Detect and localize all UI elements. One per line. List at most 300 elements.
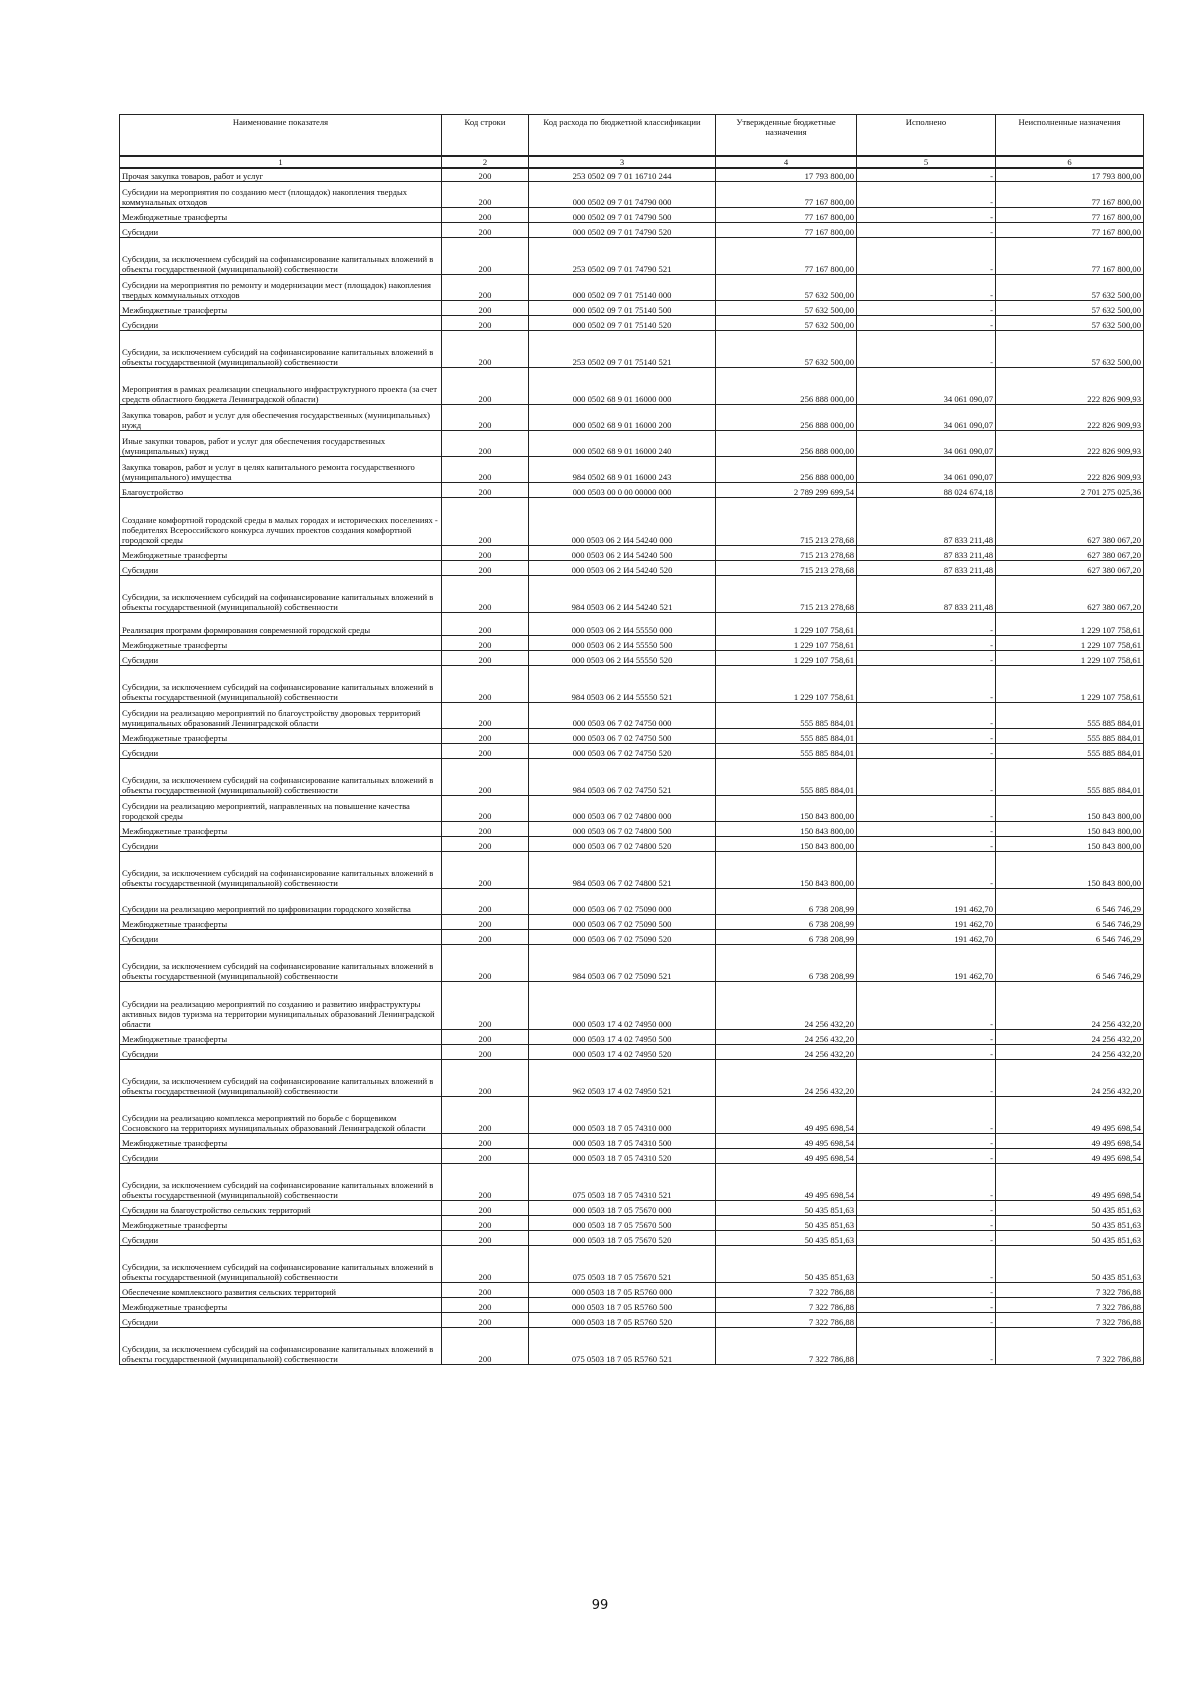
- expense-code-cell: 000 0503 06 7 02 74750 000: [529, 702, 716, 728]
- expense-code-cell: 075 0503 18 7 05 74310 521: [529, 1163, 716, 1200]
- unexecuted-amount-cell: 6 546 746,29: [996, 888, 1144, 914]
- unexecuted-amount-cell: 49 495 698,54: [996, 1096, 1144, 1133]
- indicator-name-cell: Субсидии, за исключением субсидий на софинансирование капитальных вложений в объекты государственной (муниципальной) собственности: [120, 237, 442, 274]
- executed-amount-cell: -: [857, 315, 996, 330]
- executed-amount-cell: -: [857, 836, 996, 851]
- unexecuted-amount-cell: 222 826 909,93: [996, 367, 1144, 404]
- approved-amount-cell: 57 632 500,00: [716, 274, 857, 300]
- approved-amount-cell: 555 885 884,01: [716, 743, 857, 758]
- table-row: [120, 1245, 1144, 1282]
- approved-amount-cell: 77 167 800,00: [716, 181, 857, 207]
- expense-code-cell: 000 0503 06 2 И4 54240 520: [529, 560, 716, 575]
- unexecuted-amount-cell: 6 546 746,29: [996, 929, 1144, 944]
- executed-amount-cell: -: [857, 207, 996, 222]
- line-code-cell: 200: [442, 836, 529, 851]
- indicator-name-cell: Субсидии на реализацию мероприятий по благоустройству дворовых территорий муниципальных образований Ленинградской области: [120, 702, 442, 728]
- table-row: [120, 482, 1144, 497]
- executed-amount-cell: -: [857, 1327, 996, 1364]
- indicator-name-cell: Субсидии: [120, 1312, 442, 1327]
- table-row: [120, 743, 1144, 758]
- expense-code-cell: 000 0503 06 7 02 74750 520: [529, 743, 716, 758]
- indicator-name-cell: Субсидии: [120, 1148, 442, 1163]
- expense-code-cell: 000 0503 17 4 02 74950 520: [529, 1044, 716, 1059]
- executed-amount-cell: 87 833 211,48: [857, 497, 996, 545]
- table-body: [120, 168, 1144, 1364]
- column-number: 3: [529, 156, 716, 168]
- indicator-name-cell: Межбюджетные трансферты: [120, 207, 442, 222]
- unexecuted-amount-cell: 150 843 800,00: [996, 851, 1144, 888]
- page-number: 99: [591, 1598, 609, 1613]
- expense-code-cell: 000 0503 06 7 02 74800 500: [529, 821, 716, 836]
- line-code-cell: 200: [442, 728, 529, 743]
- column-number: 5: [857, 156, 996, 168]
- approved-amount-cell: 77 167 800,00: [716, 207, 857, 222]
- unexecuted-amount-cell: 6 546 746,29: [996, 944, 1144, 981]
- indicator-name-cell: Субсидии на мероприятия по созданию мест (площадок) накопления твердых коммунальных отходов: [120, 181, 442, 207]
- expense-code-cell: 984 0502 68 9 01 16000 243: [529, 456, 716, 482]
- executed-amount-cell: -: [857, 1148, 996, 1163]
- expense-code-cell: 000 0503 17 4 02 74950 500: [529, 1029, 716, 1044]
- expense-code-cell: 000 0502 09 7 01 74790 500: [529, 207, 716, 222]
- executed-amount-cell: -: [857, 274, 996, 300]
- expense-code-cell: 000 0503 06 2 И4 54240 500: [529, 545, 716, 560]
- line-code-cell: 200: [442, 497, 529, 545]
- expense-code-cell: 000 0503 18 7 05 74310 500: [529, 1133, 716, 1148]
- approved-amount-cell: 7 322 786,88: [716, 1297, 857, 1312]
- approved-amount-cell: 256 888 000,00: [716, 430, 857, 456]
- indicator-name-cell: Иные закупки товаров, работ и услуг для обеспечения государственных (муниципальных) нужд: [120, 430, 442, 456]
- executed-amount-cell: 191 462,70: [857, 888, 996, 914]
- approved-amount-cell: 715 213 278,68: [716, 497, 857, 545]
- indicator-name-cell: Субсидии, за исключением субсидий на софинансирование капитальных вложений в объекты государственной (муниципальной) собственности: [120, 1245, 442, 1282]
- table-row: [120, 237, 1144, 274]
- line-code-cell: 200: [442, 404, 529, 430]
- expense-code-cell: 000 0503 18 7 05 74310 000: [529, 1096, 716, 1133]
- executed-amount-cell: 87 833 211,48: [857, 575, 996, 612]
- approved-amount-cell: 555 885 884,01: [716, 728, 857, 743]
- table-row: [120, 929, 1144, 944]
- expense-code-cell: 000 0502 68 9 01 16000 200: [529, 404, 716, 430]
- table-row: [120, 315, 1144, 330]
- unexecuted-amount-cell: 77 167 800,00: [996, 237, 1144, 274]
- executed-amount-cell: 191 462,70: [857, 944, 996, 981]
- executed-amount-cell: -: [857, 851, 996, 888]
- table-row: [120, 430, 1144, 456]
- line-code-cell: 200: [442, 929, 529, 944]
- line-code-cell: 200: [442, 1029, 529, 1044]
- table-row: [120, 612, 1144, 635]
- unexecuted-amount-cell: 7 322 786,88: [996, 1312, 1144, 1327]
- line-code-cell: 200: [442, 207, 529, 222]
- executed-amount-cell: -: [857, 1282, 996, 1297]
- unexecuted-amount-cell: 1 229 107 758,61: [996, 665, 1144, 702]
- line-code-cell: 200: [442, 575, 529, 612]
- expense-code-cell: 000 0503 18 7 05 R5760 520: [529, 1312, 716, 1327]
- expense-code-cell: 075 0503 18 7 05 R5760 521: [529, 1327, 716, 1364]
- approved-amount-cell: 7 322 786,88: [716, 1312, 857, 1327]
- unexecuted-amount-cell: 6 546 746,29: [996, 914, 1144, 929]
- unexecuted-amount-cell: 57 632 500,00: [996, 300, 1144, 315]
- executed-amount-cell: -: [857, 1230, 996, 1245]
- line-code-cell: 200: [442, 222, 529, 237]
- executed-amount-cell: 87 833 211,48: [857, 545, 996, 560]
- unexecuted-amount-cell: 49 495 698,54: [996, 1148, 1144, 1163]
- line-code-cell: 200: [442, 1096, 529, 1133]
- indicator-name-cell: Субсидии, за исключением субсидий на софинансирование капитальных вложений в объекты государственной (муниципальной) собственности: [120, 851, 442, 888]
- expense-code-cell: 000 0503 18 7 05 R5760 000: [529, 1282, 716, 1297]
- table-row: [120, 914, 1144, 929]
- table-row: [120, 944, 1144, 981]
- indicator-name-cell: Субсидии, за исключением субсидий на софинансирование капитальных вложений в объекты государственной (муниципальной) собственности: [120, 944, 442, 981]
- unexecuted-amount-cell: 50 435 851,63: [996, 1230, 1144, 1245]
- unexecuted-amount-cell: 222 826 909,93: [996, 456, 1144, 482]
- approved-amount-cell: 6 738 208,99: [716, 929, 857, 944]
- table-row: [120, 274, 1144, 300]
- executed-amount-cell: -: [857, 728, 996, 743]
- budget-execution-table: [119, 114, 1144, 1365]
- indicator-name-cell: Субсидии: [120, 222, 442, 237]
- approved-amount-cell: 24 256 432,20: [716, 981, 857, 1029]
- line-code-cell: 200: [442, 851, 529, 888]
- indicator-name-cell: Субсидии: [120, 743, 442, 758]
- expense-code-cell: 000 0503 06 7 02 75090 520: [529, 929, 716, 944]
- approved-amount-cell: 256 888 000,00: [716, 404, 857, 430]
- line-code-cell: 200: [442, 274, 529, 300]
- line-code-cell: 200: [442, 168, 529, 181]
- line-code-cell: 200: [442, 981, 529, 1029]
- expense-code-cell: 984 0503 06 7 02 74750 521: [529, 758, 716, 795]
- unexecuted-amount-cell: 57 632 500,00: [996, 274, 1144, 300]
- executed-amount-cell: -: [857, 758, 996, 795]
- indicator-name-cell: Межбюджетные трансферты: [120, 821, 442, 836]
- line-code-cell: 200: [442, 650, 529, 665]
- indicator-name-cell: Субсидии, за исключением субсидий на софинансирование капитальных вложений в объекты государственной (муниципальной) собственности: [120, 575, 442, 612]
- approved-amount-cell: 256 888 000,00: [716, 367, 857, 404]
- approved-amount-cell: 77 167 800,00: [716, 222, 857, 237]
- line-code-cell: 200: [442, 456, 529, 482]
- approved-amount-cell: 150 843 800,00: [716, 851, 857, 888]
- table-row: [120, 330, 1144, 367]
- expense-code-cell: 000 0503 06 7 02 75090 000: [529, 888, 716, 914]
- approved-amount-cell: 6 738 208,99: [716, 944, 857, 981]
- indicator-name-cell: Реализация программ формирования современной городской среды: [120, 612, 442, 635]
- table-header-row: [120, 115, 1144, 157]
- table-row: [120, 404, 1144, 430]
- table-row: [120, 1044, 1144, 1059]
- approved-amount-cell: 57 632 500,00: [716, 315, 857, 330]
- executed-amount-cell: -: [857, 665, 996, 702]
- approved-amount-cell: 6 738 208,99: [716, 914, 857, 929]
- expense-code-cell: 984 0503 06 7 02 75090 521: [529, 944, 716, 981]
- indicator-name-cell: Межбюджетные трансферты: [120, 545, 442, 560]
- unexecuted-amount-cell: 555 885 884,01: [996, 743, 1144, 758]
- indicator-name-cell: Закупка товаров, работ и услуг для обеспечения государственных (муниципальных) нужд: [120, 404, 442, 430]
- executed-amount-cell: -: [857, 795, 996, 821]
- line-code-cell: 200: [442, 545, 529, 560]
- table-row: [120, 758, 1144, 795]
- approved-amount-cell: 1 229 107 758,61: [716, 635, 857, 650]
- executed-amount-cell: -: [857, 1215, 996, 1230]
- table-row: [120, 888, 1144, 914]
- expense-code-cell: 984 0503 06 2 И4 55550 521: [529, 665, 716, 702]
- indicator-name-cell: Межбюджетные трансферты: [120, 1297, 442, 1312]
- table-row: [120, 1282, 1144, 1297]
- line-code-cell: 200: [442, 330, 529, 367]
- unexecuted-amount-cell: 150 843 800,00: [996, 836, 1144, 851]
- line-code-cell: 200: [442, 237, 529, 274]
- unexecuted-amount-cell: 150 843 800,00: [996, 795, 1144, 821]
- unexecuted-amount-cell: 50 435 851,63: [996, 1215, 1144, 1230]
- line-code-cell: 200: [442, 795, 529, 821]
- indicator-name-cell: Субсидии, за исключением субсидий на софинансирование капитальных вложений в объекты государственной (муниципальной) собственности: [120, 1163, 442, 1200]
- line-code-cell: 200: [442, 482, 529, 497]
- table-row: [120, 1230, 1144, 1245]
- indicator-name-cell: Субсидии, за исключением субсидий на софинансирование капитальных вложений в объекты государственной (муниципальной) собственности: [120, 1059, 442, 1096]
- indicator-name-cell: Межбюджетные трансферты: [120, 1133, 442, 1148]
- unexecuted-amount-cell: 627 380 067,20: [996, 560, 1144, 575]
- table-row: [120, 851, 1144, 888]
- indicator-name-cell: Субсидии: [120, 315, 442, 330]
- indicator-name-cell: Создание комфортной городской среды в малых городах и исторических поселениях - победителях Всероссийского конкурса лучших проектов создания комфортной городской среды: [120, 497, 442, 545]
- expense-code-cell: 000 0503 06 7 02 74750 500: [529, 728, 716, 743]
- executed-amount-cell: -: [857, 1163, 996, 1200]
- approved-amount-cell: 49 495 698,54: [716, 1096, 857, 1133]
- approved-amount-cell: 24 256 432,20: [716, 1059, 857, 1096]
- executed-amount-cell: -: [857, 1044, 996, 1059]
- line-code-cell: 200: [442, 821, 529, 836]
- expense-code-cell: 000 0502 09 7 01 74790 520: [529, 222, 716, 237]
- unexecuted-amount-cell: 7 322 786,88: [996, 1327, 1144, 1364]
- executed-amount-cell: -: [857, 1029, 996, 1044]
- expense-code-cell: 075 0503 18 7 05 75670 521: [529, 1245, 716, 1282]
- executed-amount-cell: -: [857, 237, 996, 274]
- header-executed: Исполнено: [857, 115, 996, 157]
- line-code-cell: 200: [442, 1312, 529, 1327]
- table-row: [120, 1327, 1144, 1364]
- indicator-name-cell: Закупка товаров, работ и услуг в целях капитального ремонта государственного (муниципального) имущества: [120, 456, 442, 482]
- unexecuted-amount-cell: 77 167 800,00: [996, 207, 1144, 222]
- line-code-cell: 200: [442, 1059, 529, 1096]
- line-code-cell: 200: [442, 612, 529, 635]
- approved-amount-cell: 24 256 432,20: [716, 1044, 857, 1059]
- unexecuted-amount-cell: 1 229 107 758,61: [996, 650, 1144, 665]
- unexecuted-amount-cell: 50 435 851,63: [996, 1245, 1144, 1282]
- executed-amount-cell: -: [857, 300, 996, 315]
- table-row: [120, 728, 1144, 743]
- unexecuted-amount-cell: 24 256 432,20: [996, 1029, 1144, 1044]
- line-code-cell: 200: [442, 1148, 529, 1163]
- column-number: 2: [442, 156, 529, 168]
- table-row: [120, 300, 1144, 315]
- line-code-cell: 200: [442, 1215, 529, 1230]
- indicator-name-cell: Обеспечение комплексного развития сельских территорий: [120, 1282, 442, 1297]
- executed-amount-cell: -: [857, 330, 996, 367]
- approved-amount-cell: 150 843 800,00: [716, 795, 857, 821]
- indicator-name-cell: Субсидии на реализацию комплекса мероприятий по борьбе с борщевиком Сосновского на территориях муниципальных образований Ленинградской области: [120, 1096, 442, 1133]
- approved-amount-cell: 1 229 107 758,61: [716, 612, 857, 635]
- table-row: [120, 650, 1144, 665]
- executed-amount-cell: -: [857, 1133, 996, 1148]
- executed-amount-cell: 34 061 090,07: [857, 367, 996, 404]
- expense-code-cell: 000 0503 06 2 И4 55550 520: [529, 650, 716, 665]
- executed-amount-cell: -: [857, 1245, 996, 1282]
- executed-amount-cell: -: [857, 612, 996, 635]
- executed-amount-cell: -: [857, 1096, 996, 1133]
- table-row: [120, 207, 1144, 222]
- approved-amount-cell: 150 843 800,00: [716, 836, 857, 851]
- table-row: [120, 497, 1144, 545]
- unexecuted-amount-cell: 555 885 884,01: [996, 758, 1144, 795]
- line-code-cell: 200: [442, 914, 529, 929]
- expense-code-cell: 962 0503 17 4 02 74950 521: [529, 1059, 716, 1096]
- table-row: [120, 367, 1144, 404]
- table-row: [120, 181, 1144, 207]
- executed-amount-cell: 191 462,70: [857, 929, 996, 944]
- column-number-row: [120, 156, 1144, 168]
- expense-code-cell: 000 0502 09 7 01 75140 000: [529, 274, 716, 300]
- indicator-name-cell: Субсидии, за исключением субсидий на софинансирование капитальных вложений в объекты государственной (муниципальной) собственности: [120, 330, 442, 367]
- table-row: [120, 1096, 1144, 1133]
- expense-code-cell: 984 0503 06 7 02 74800 521: [529, 851, 716, 888]
- approved-amount-cell: 1 229 107 758,61: [716, 650, 857, 665]
- table-row: [120, 1215, 1144, 1230]
- executed-amount-cell: -: [857, 981, 996, 1029]
- unexecuted-amount-cell: 2 701 275 025,36: [996, 482, 1144, 497]
- line-code-cell: 200: [442, 181, 529, 207]
- approved-amount-cell: 555 885 884,01: [716, 702, 857, 728]
- table-row: [120, 1059, 1144, 1096]
- approved-amount-cell: 150 843 800,00: [716, 821, 857, 836]
- unexecuted-amount-cell: 24 256 432,20: [996, 981, 1144, 1029]
- approved-amount-cell: 77 167 800,00: [716, 237, 857, 274]
- header-line-code: Код строки: [442, 115, 529, 157]
- approved-amount-cell: 555 885 884,01: [716, 758, 857, 795]
- line-code-cell: 200: [442, 560, 529, 575]
- table-row: [120, 795, 1144, 821]
- line-code-cell: 200: [442, 702, 529, 728]
- indicator-name-cell: Субсидии на мероприятия по ремонту и модернизации мест (площадок) накопления твердых коммунальных отходов: [120, 274, 442, 300]
- indicator-name-cell: Межбюджетные трансферты: [120, 1029, 442, 1044]
- unexecuted-amount-cell: 49 495 698,54: [996, 1163, 1144, 1200]
- expense-code-cell: 984 0503 06 2 И4 54240 521: [529, 575, 716, 612]
- expense-code-cell: 000 0503 18 7 05 75670 000: [529, 1200, 716, 1215]
- indicator-name-cell: Межбюджетные трансферты: [120, 300, 442, 315]
- indicator-name-cell: Межбюджетные трансферты: [120, 914, 442, 929]
- approved-amount-cell: 50 435 851,63: [716, 1215, 857, 1230]
- approved-amount-cell: 50 435 851,63: [716, 1245, 857, 1282]
- approved-amount-cell: 715 213 278,68: [716, 575, 857, 612]
- header-unexecuted: Неисполненные назначения: [996, 115, 1144, 157]
- table-row: [120, 1312, 1144, 1327]
- indicator-name-cell: Межбюджетные трансферты: [120, 635, 442, 650]
- expense-code-cell: 000 0502 09 7 01 75140 520: [529, 315, 716, 330]
- unexecuted-amount-cell: 57 632 500,00: [996, 315, 1144, 330]
- executed-amount-cell: 34 061 090,07: [857, 456, 996, 482]
- executed-amount-cell: -: [857, 1297, 996, 1312]
- unexecuted-amount-cell: 57 632 500,00: [996, 330, 1144, 367]
- line-code-cell: 200: [442, 315, 529, 330]
- line-code-cell: 200: [442, 743, 529, 758]
- unexecuted-amount-cell: 50 435 851,63: [996, 1200, 1144, 1215]
- expense-code-cell: 253 0502 09 7 01 74790 521: [529, 237, 716, 274]
- line-code-cell: 200: [442, 367, 529, 404]
- line-code-cell: 200: [442, 1327, 529, 1364]
- approved-amount-cell: 24 256 432,20: [716, 1029, 857, 1044]
- unexecuted-amount-cell: 627 380 067,20: [996, 497, 1144, 545]
- unexecuted-amount-cell: 77 167 800,00: [996, 181, 1144, 207]
- indicator-name-cell: Благоустройство: [120, 482, 442, 497]
- indicator-name-cell: Мероприятия в рамках реализации специального инфраструктурного проекта (за счет средств областного бюджета Ленинградской области): [120, 367, 442, 404]
- unexecuted-amount-cell: 627 380 067,20: [996, 575, 1144, 612]
- indicator-name-cell: Субсидии, за исключением субсидий на софинансирование капитальных вложений в объекты государственной (муниципальной) собственности: [120, 665, 442, 702]
- table-row: [120, 560, 1144, 575]
- expense-code-cell: 253 0502 09 7 01 75140 521: [529, 330, 716, 367]
- unexecuted-amount-cell: 17 793 800,00: [996, 168, 1144, 181]
- executed-amount-cell: -: [857, 1200, 996, 1215]
- line-code-cell: 200: [442, 1044, 529, 1059]
- expense-code-cell: 000 0503 18 7 05 75670 500: [529, 1215, 716, 1230]
- expense-code-cell: 000 0503 18 7 05 74310 520: [529, 1148, 716, 1163]
- approved-amount-cell: 17 793 800,00: [716, 168, 857, 181]
- indicator-name-cell: Субсидии, за исключением субсидий на софинансирование капитальных вложений в объекты государственной (муниципальной) собственности: [120, 1327, 442, 1364]
- line-code-cell: 200: [442, 758, 529, 795]
- executed-amount-cell: 87 833 211,48: [857, 560, 996, 575]
- executed-amount-cell: -: [857, 702, 996, 728]
- indicator-name-cell: Межбюджетные трансферты: [120, 1215, 442, 1230]
- approved-amount-cell: 49 495 698,54: [716, 1163, 857, 1200]
- table-row: [120, 1148, 1144, 1163]
- table-row: [120, 222, 1144, 237]
- line-code-cell: 200: [442, 1133, 529, 1148]
- executed-amount-cell: 34 061 090,07: [857, 404, 996, 430]
- expense-code-cell: 000 0502 09 7 01 74790 000: [529, 181, 716, 207]
- unexecuted-amount-cell: 1 229 107 758,61: [996, 612, 1144, 635]
- table-row: [120, 1029, 1144, 1044]
- line-code-cell: 200: [442, 1245, 529, 1282]
- line-code-cell: 200: [442, 888, 529, 914]
- unexecuted-amount-cell: 627 380 067,20: [996, 545, 1144, 560]
- executed-amount-cell: -: [857, 1059, 996, 1096]
- line-code-cell: 200: [442, 300, 529, 315]
- executed-amount-cell: -: [857, 821, 996, 836]
- line-code-cell: 200: [442, 1297, 529, 1312]
- expense-code-cell: 000 0503 18 7 05 75670 520: [529, 1230, 716, 1245]
- executed-amount-cell: 88 024 674,18: [857, 482, 996, 497]
- table-row: [120, 981, 1144, 1029]
- executed-amount-cell: -: [857, 635, 996, 650]
- expense-code-cell: 000 0503 06 2 И4 55550 000: [529, 612, 716, 635]
- indicator-name-cell: Субсидии, за исключением субсидий на софинансирование капитальных вложений в объекты государственной (муниципальной) собственности: [120, 758, 442, 795]
- indicator-name-cell: Субсидии: [120, 560, 442, 575]
- table-row: [120, 1133, 1144, 1148]
- expense-code-cell: 000 0503 06 2 И4 54240 000: [529, 497, 716, 545]
- expense-code-cell: 000 0503 06 2 И4 55550 500: [529, 635, 716, 650]
- table-row: [120, 836, 1144, 851]
- approved-amount-cell: 1 229 107 758,61: [716, 665, 857, 702]
- approved-amount-cell: 6 738 208,99: [716, 888, 857, 914]
- executed-amount-cell: 34 061 090,07: [857, 430, 996, 456]
- approved-amount-cell: 715 213 278,68: [716, 545, 857, 560]
- approved-amount-cell: 57 632 500,00: [716, 330, 857, 367]
- indicator-name-cell: Прочая закупка товаров, работ и услуг: [120, 168, 442, 181]
- table-row: [120, 1200, 1144, 1215]
- indicator-name-cell: Субсидии: [120, 929, 442, 944]
- unexecuted-amount-cell: 150 843 800,00: [996, 821, 1144, 836]
- approved-amount-cell: 7 322 786,88: [716, 1327, 857, 1364]
- table-row: [120, 575, 1144, 612]
- executed-amount-cell: -: [857, 222, 996, 237]
- approved-amount-cell: 7 322 786,88: [716, 1282, 857, 1297]
